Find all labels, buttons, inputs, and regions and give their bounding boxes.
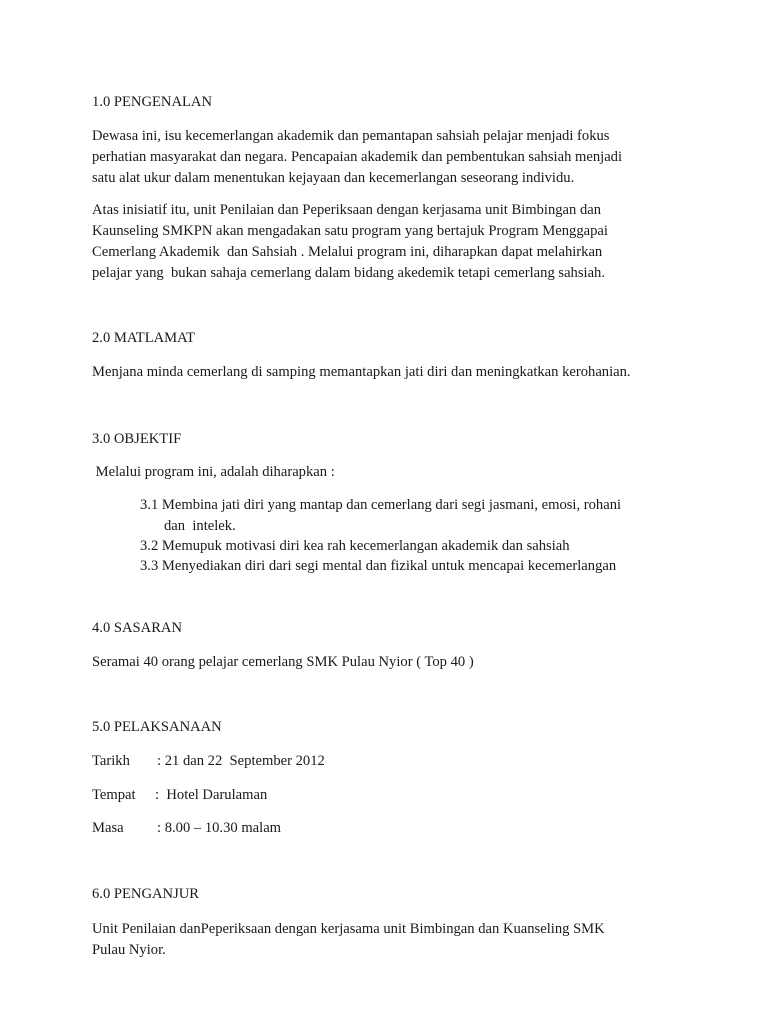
penganjur-line2: Pulau Nyior. [92, 942, 166, 958]
heading-sasaran: 4.0 SASARAN [92, 620, 183, 636]
pengenalan-para2-line3: Cemerlang Akademik dan Sahsiah . Melalui program ini, diharapkan dapat melahirkan [92, 244, 603, 260]
pelaksanaan-value-masa: : 8.00 – 10.30 malam [157, 820, 282, 836]
heading-pengenalan: 1.0 PENGENALAN [92, 94, 212, 110]
objektif-item-3-3: 3.3 Menyediakan diri dari segi mental dan fizikal untuk mencapai kecemerlangan [140, 558, 617, 574]
pelaksanaan-value-tempat: : Hotel Darulaman [155, 787, 268, 803]
sasaran-text: Seramai 40 orang pelajar cemerlang SMK Pulau Nyior ( Top 40 ) [92, 654, 474, 670]
pelaksanaan-label-masa: Masa [92, 820, 124, 836]
pelaksanaan-label-tempat: Tempat [92, 787, 136, 803]
pengenalan-para1-line1: Dewasa ini, isu kecemerlangan akademik dan pemantapan sahsiah pelajar menjadi fokus [92, 128, 610, 144]
pengenalan-para2-line2: Kaunseling SMKPN akan mengadakan satu program yang bertajuk Program Menggapai [92, 223, 608, 239]
objektif-item-3-1-cont: dan intelek. [164, 518, 236, 534]
pengenalan-para1-line3: satu alat ukur dalam menentukan kejayaan dan kecemerlangan seseorang individu. [92, 170, 575, 186]
objektif-item-3-1: 3.1 Membina jati diri yang mantap dan cemerlang dari segi jasmani, emosi, rohani [140, 497, 622, 513]
pelaksanaan-value-tarikh: : 21 dan 22 September 2012 [157, 753, 325, 769]
pelaksanaan-label-tarikh: Tarikh [92, 753, 130, 769]
objektif-item-3-2: 3.2 Memupuk motivasi diri kea rah kecemerlangan akademik dan sahsiah [140, 538, 570, 554]
pengenalan-para2-line4: pelajar yang bukan sahaja cemerlang dalam bidang akedemik tetapi cemerlang sahsiah. [92, 265, 605, 281]
penganjur-line1: Unit Penilaian danPeperiksaan dengan kerjasama unit Bimbingan dan Kuanseling SMK [92, 921, 605, 937]
heading-penganjur: 6.0 PENGANJUR [92, 886, 200, 902]
matlamat-text: Menjana minda cemerlang di samping memantapkan jati diri dan meningkatkan kerohanian. [92, 364, 631, 380]
pengenalan-para2-line1: Atas inisiatif itu, unit Penilaian dan Peperiksaan dengan kerjasama unit Bimbingan dan [92, 202, 602, 218]
pengenalan-para1-line2: perhatian masyarakat dan negara. Pencapaian akademik dan pembentukan sahsiah menjadi [92, 149, 623, 165]
heading-objektif: 3.0 OBJEKTIF [92, 431, 182, 447]
heading-pelaksanaan: 5.0 PELAKSANAAN [92, 719, 222, 735]
objektif-intro: Melalui program ini, adalah diharapkan : [92, 464, 335, 480]
heading-matlamat: 2.0 MATLAMAT [92, 330, 195, 346]
